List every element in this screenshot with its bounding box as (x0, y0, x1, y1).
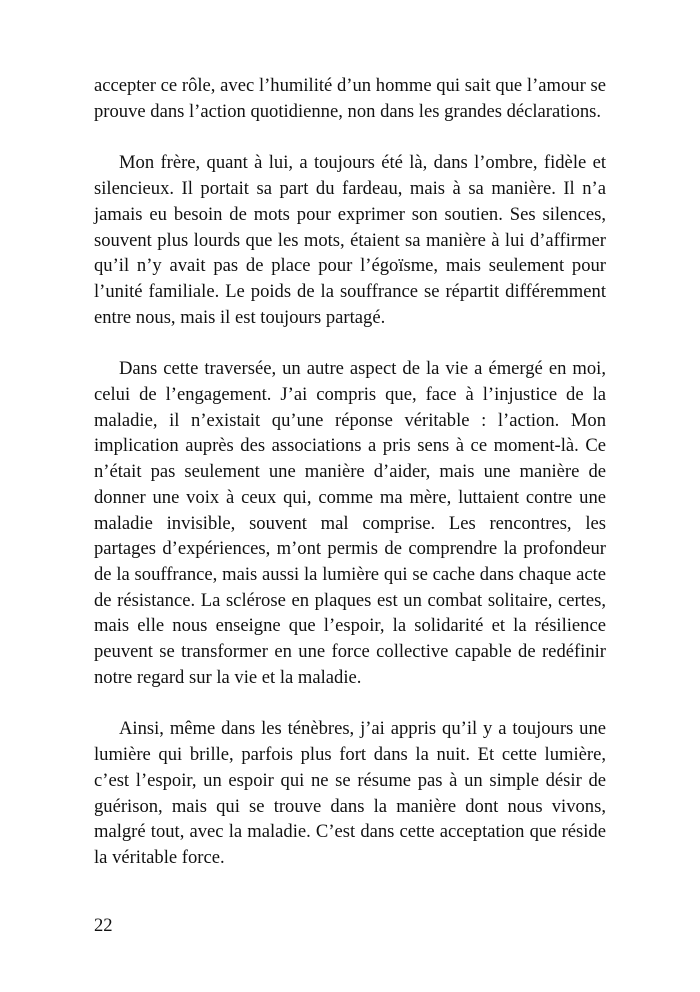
paragraph-continuation: accepter ce rôle, avec l’humilité d’un homme qui sait que l’amour se prouve dans l’action quotidienne, non dans les grandes déclarations. (94, 75, 606, 122)
paragraph-engagement: Dans cette traversée, un autre aspect de la vie a émergé en moi, celui de l’engagement. J’ai compris que, face à l’injustice de la maladie, il n’existait qu’une réponse véritable : l’action. Mon implication auprès des associations a pris sens à ce moment-là. Ce n’était pas seulement une manière d’aider, mais une manière de donner une voix à ceux qui, comme ma mère, luttaient contre une maladie invisible, souvent mal comprise. Les rencontres, les partages d’expériences, m’ont permis de comprendre la profondeur de la souffrance, mais aussi la lumière qui se cache dans chaque acte de résistance. La sclérose en plaques est un combat solitaire, certes, mais elle nous enseigne que l’espoir, la solidarité et la résilience peuvent se transformer en une force collective capable de redéfinir notre regard sur la vie et la maladie. (94, 358, 606, 688)
paragraph-hope: Ainsi, même dans les ténèbres, j’ai appris qu’il y a toujours une lumière qui brille, parfois plus fort dans la nuit. Et cette lumière, c’est l’espoir, un espoir qui ne se résume pas à un simple désir de guérison, mais qui se trouve dans la manière dont nous vivons, malgré tout, avec la maladie. C’est dans cette acceptation que réside la véritable force. (94, 718, 606, 868)
paragraph-brother: Mon frère, quant à lui, a toujours été là, dans l’ombre, fidèle et silencieux. Il portait sa part du fardeau, mais à sa manière. Il n’a jamais eu besoin de mots pour exprimer son soutien. Ses silences, souvent plus lourds que les mots, étaient sa manière à lui d’affirmer qu’il n’y avait pas de place pour l’égoïsme, mais seulement pour l’unité familiale. Le poids de la souffrance se répartit différemment entre nous, mais il est toujours partagé. (94, 152, 606, 328)
page-number: 22 (94, 915, 113, 936)
page-body (94, 73, 606, 871)
